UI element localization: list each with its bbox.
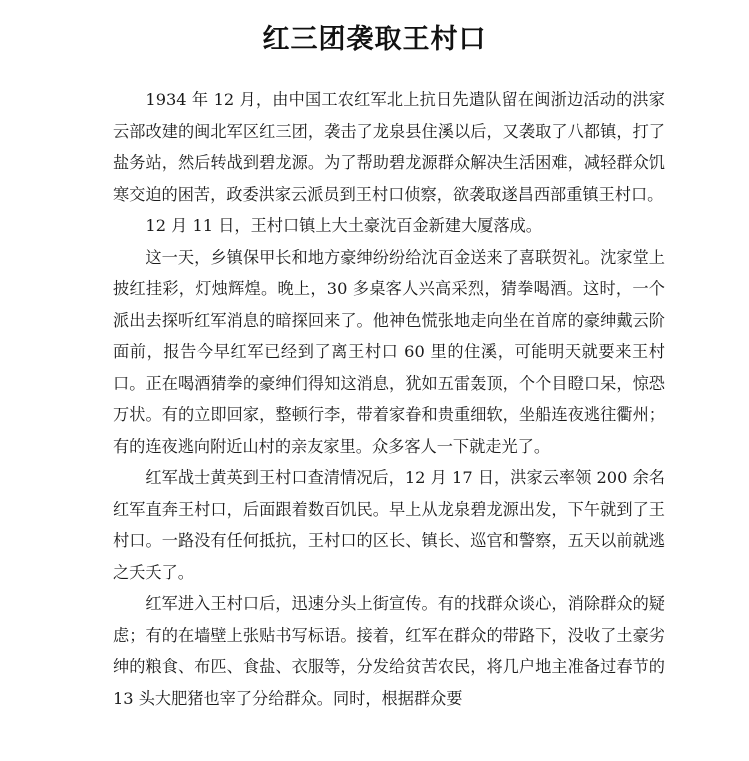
paragraph-1: 1934 年 12 月，由中国工农红军北上抗日先遣队留在闽浙边活动的洪家云部改建的闽北军区红三团，袭击了龙泉县住溪以后，又袭取了八都镇，打了盐务站，然后转战到碧龙源。为了帮助碧龙源群众解决生活困难，减轻群众饥寒交迫的困苦，政委洪家云派员到王村口侦察，欲袭取遂昌西部重镇王村口。 bbox=[113, 90, 665, 204]
article-body bbox=[113, 84, 665, 714]
paragraph-3: 这一天，乡镇保甲长和地方豪绅纷纷给沈百金送来了喜联贺礼。沈家堂上披红挂彩，灯烛辉煌。晚上，30 多桌客人兴高采烈，猜拳喝酒。这时，一个派出去探听红军消息的暗探回来了。他神色慌张地走向坐在首席的豪绅戴云阶面前，报告今早红军已经到了离王村口 60 里的住溪，可能明天就要来王村口。正在喝酒猜拳的豪绅们得知这消息，犹如五雷轰顶，个个目瞪口呆，惊恐万状。有的立即回家，整顿行李，带着家眷和贵重细软，坐船连夜逃往衢州；有的连夜逃向附近山村的亲友家里。众多客人一下就走光了。 bbox=[113, 247, 665, 456]
paragraph-2: 12 月 11 日，王村口镇上大土豪沈百金新建大厦落成。 bbox=[145, 216, 542, 235]
paragraph-4: 红军战士黄英到王村口查清情况后，12 月 17 日，洪家云率领 200 余名红军直奔王村口，后面跟着数百饥民。早上从龙泉碧龙源出发，下午就到了王村口。一路没有任何抵抗，王村口的区长、镇长、巡官和警察，五天以前就逃之夭夭了。 bbox=[113, 468, 665, 582]
paragraph-5: 红军进入王村口后，迅速分头上街宣传。有的找群众谈心，消除群众的疑虑；有的在墙壁上张贴书写标语。接着，红军在群众的带路下，没收了土豪劣绅的粮食、布匹、食盐、衣服等，分发给贫苦农民，将几户地主准备过春节的 13 头大肥猪也宰了分给群众。同时，根据群众要 bbox=[113, 594, 665, 708]
page-title: 红三团袭取王村口 bbox=[262, 24, 487, 56]
